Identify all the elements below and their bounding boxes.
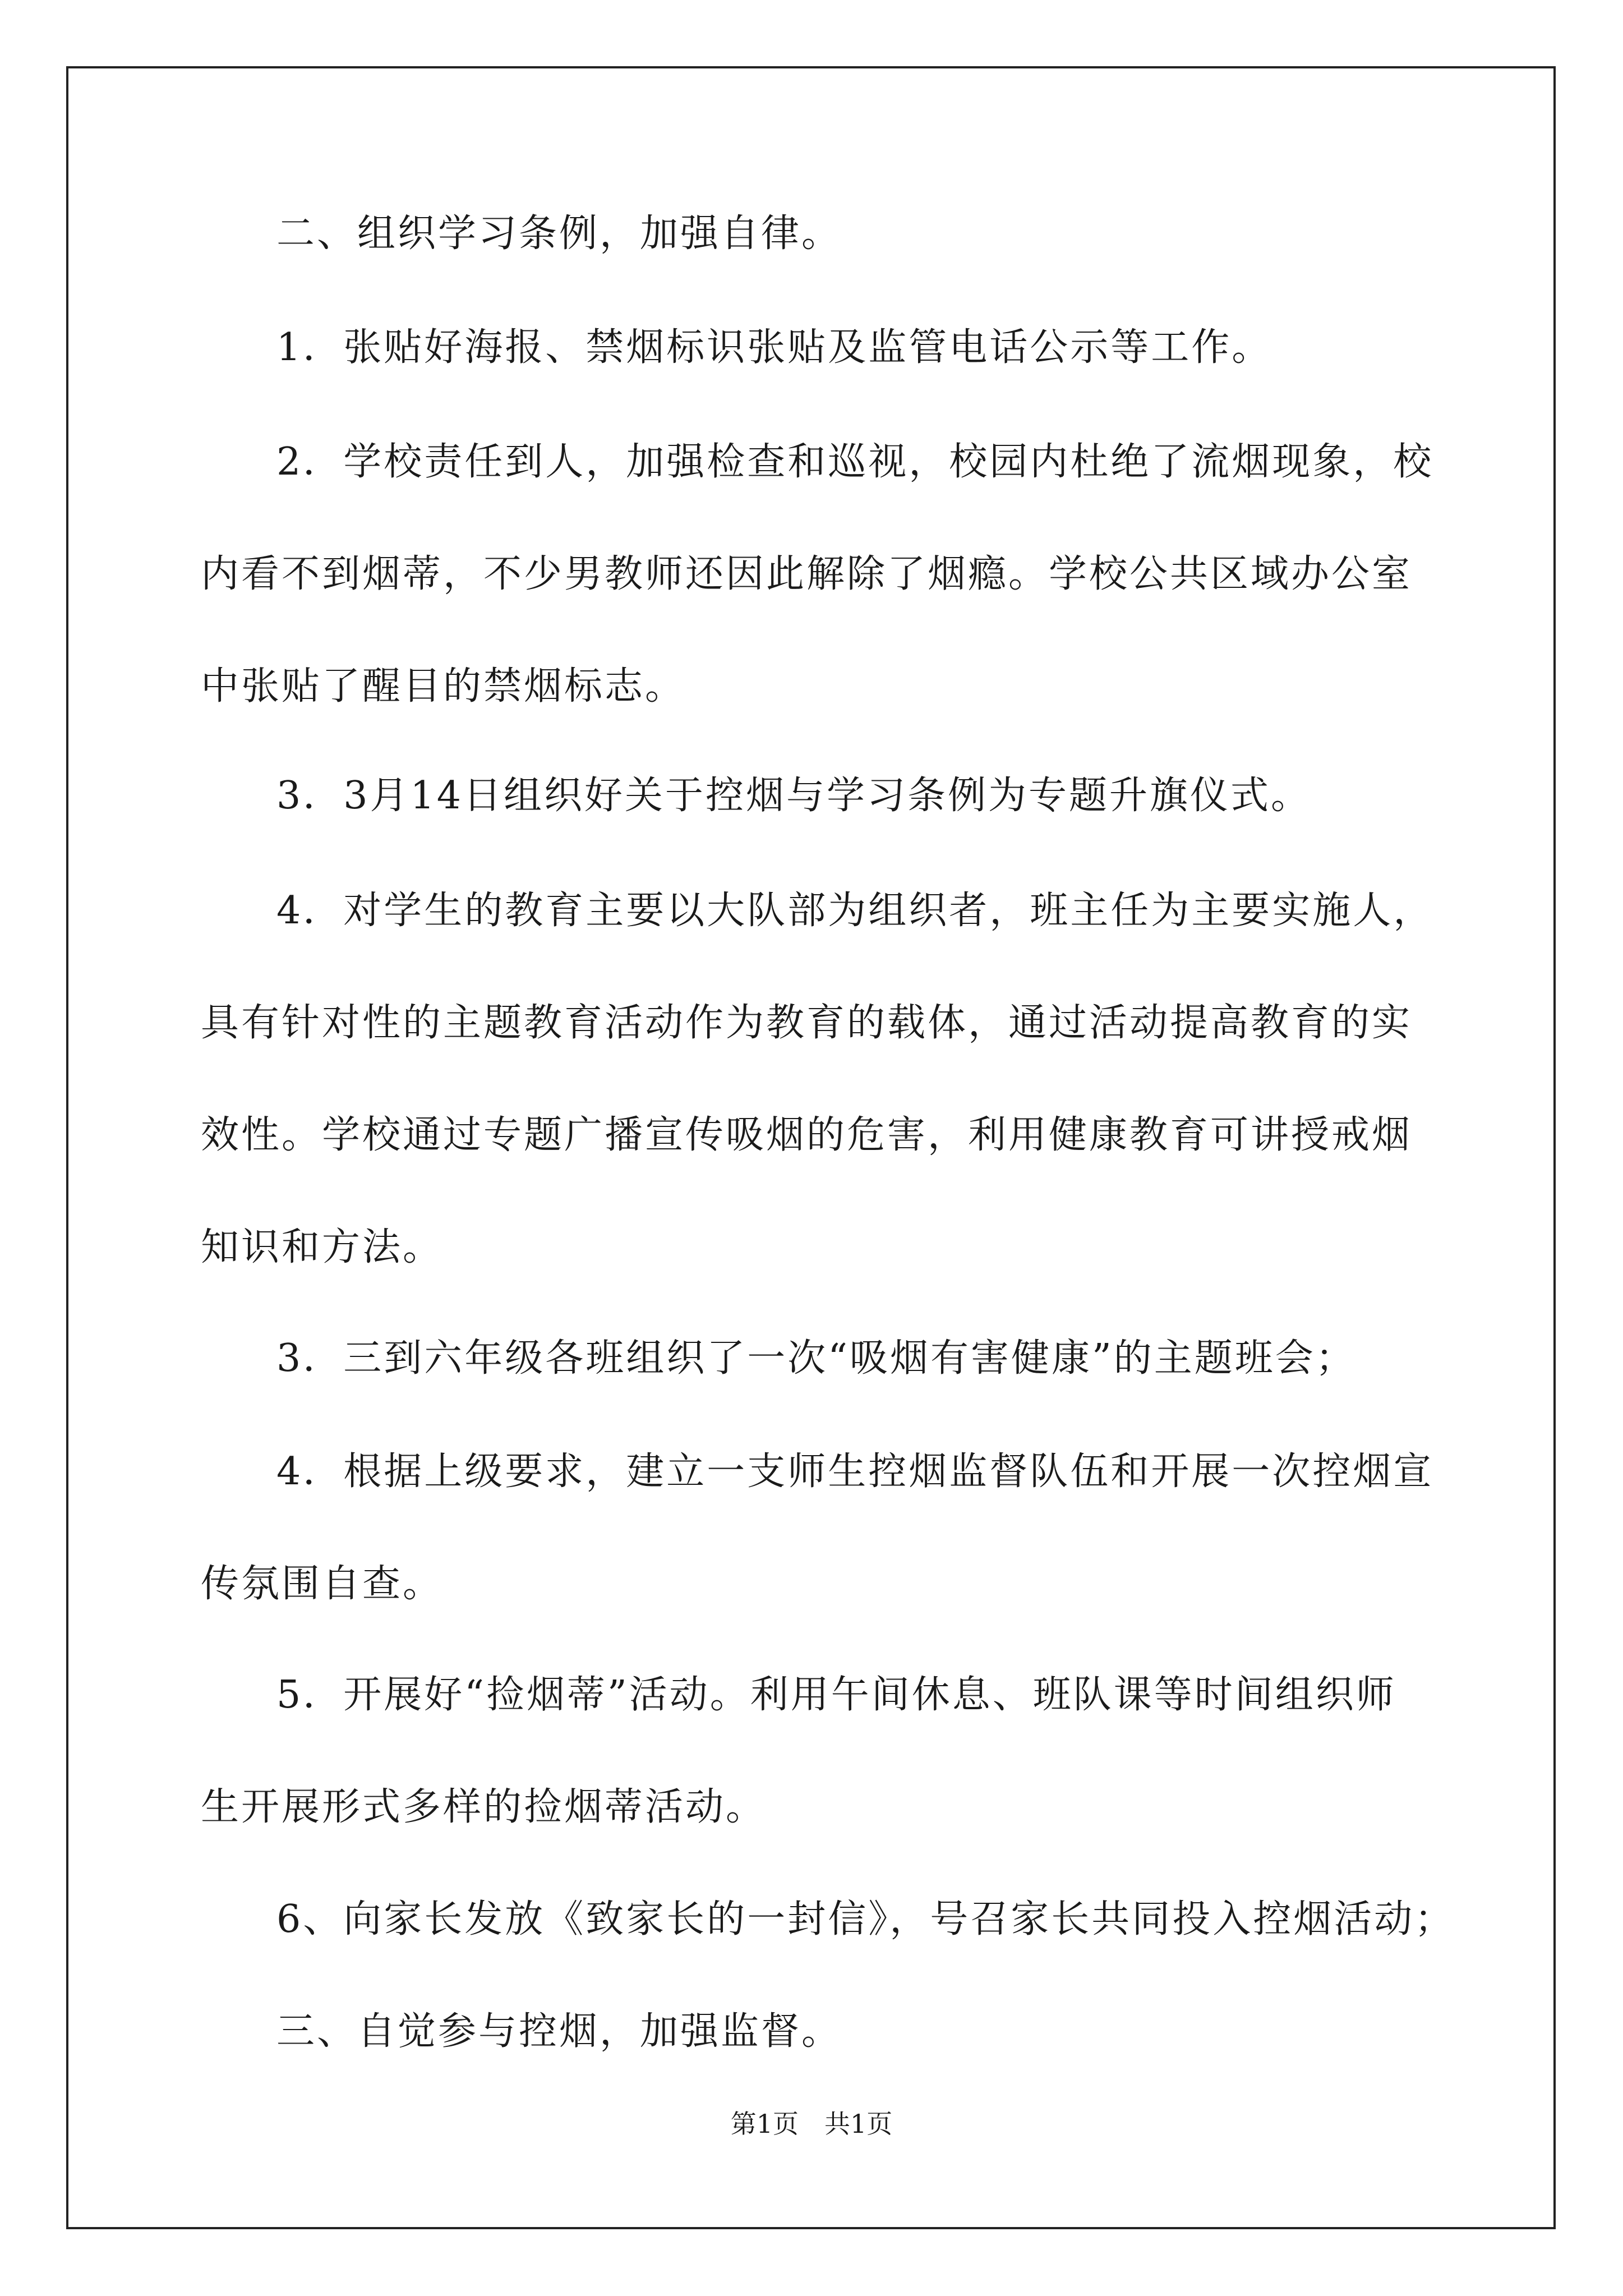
paragraph-item-2-line-3: 中张贴了醒目的禁烟标志。 — [201, 664, 686, 708]
paragraph-item-5-line-2: 生开展形式多样的捡烟蒂活动。 — [201, 1785, 767, 1829]
paragraph-item-4b-line-1: 4．根据上级要求，建立一支师生控烟监督队伍和开展一次控烟宣 — [276, 1450, 1434, 1494]
paragraph-item-2-line-2: 内看不到烟蒂，不少男教师还因此解除了烟瘾。学校公共区域办公室 — [201, 552, 1413, 596]
paragraph-item-4-line-3: 效性。学校通过专题广播宣传吸烟的危害，利用健康教育可讲授戒烟 — [201, 1113, 1413, 1157]
paragraph-item-2-line-1: 2．学校责任到人，加强检查和巡视，校园内杜绝了流烟现象，校 — [276, 440, 1434, 484]
paragraph-heading-3: 三、自觉参与控烟，加强监督。 — [276, 2009, 842, 2054]
paragraph-heading-2: 二、组织学习条例，加强自律。 — [276, 211, 842, 256]
paragraph-item-4-line-2: 具有针对性的主题教育活动作为教育的载体，通过活动提高教育的实 — [201, 1001, 1413, 1045]
page-number: 第1页 — [730, 2109, 799, 2139]
paragraph-item-5-line-1: 5．开展好“捡烟蒂”活动。利用午间休息、班队课等时间组织师 — [276, 1673, 1396, 1717]
paragraph-item-3b: 3．三到六年级各班组织了一次“吸烟有害健康”的主题班会； — [276, 1336, 1356, 1381]
page-total: 共1页 — [824, 2109, 893, 2139]
paragraph-item-4-line-4: 知识和方法。 — [201, 1225, 444, 1269]
page-footer — [0, 2104, 1623, 2141]
paragraph-item-3: 3．3月14日组织好关于控烟与学习条例为专题升旗仪式。 — [276, 774, 1312, 818]
paragraph-item-4b-line-2: 传氛围自查。 — [201, 1562, 444, 1606]
paragraph-item-6: 6、向家长发放《致家长的一封信》，号召家长共同投入控烟活动； — [276, 1897, 1455, 1941]
paragraph-item-4-line-1: 4．对学生的教育主要以大队部为组织者，班主任为主要实施人， — [276, 889, 1434, 933]
paragraph-item-1: 1．张贴好海报、禁烟标识张贴及监管电话公示等工作。 — [276, 325, 1272, 370]
